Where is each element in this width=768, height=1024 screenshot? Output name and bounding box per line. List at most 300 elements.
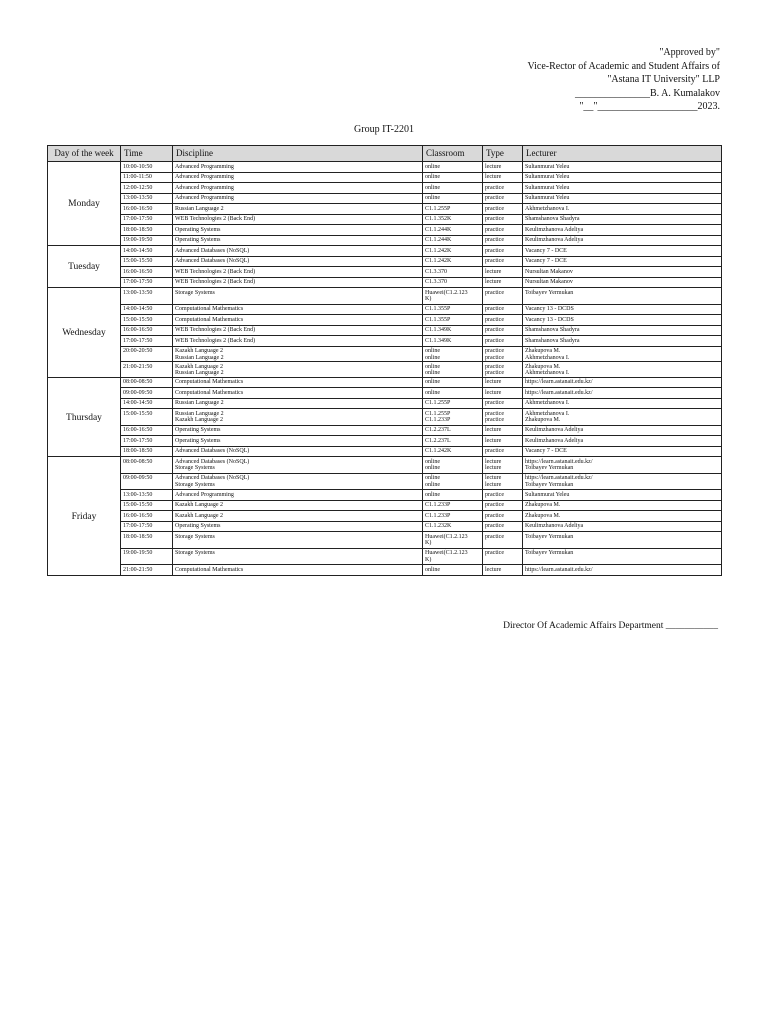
discipline-cell xyxy=(173,162,423,173)
discipline-text: WEB Technologies 2 (Back End) xyxy=(175,327,256,333)
lecturer-cell xyxy=(523,398,722,409)
table-row xyxy=(48,532,722,549)
table-row xyxy=(48,446,722,457)
time-cell: 15:00-15:50 xyxy=(121,315,173,326)
classroom-cell xyxy=(423,532,483,549)
classroom-cell xyxy=(423,500,483,511)
table-row xyxy=(48,346,722,362)
lecturer-text: Toibayev Yermukan xyxy=(525,533,574,540)
table-row xyxy=(48,548,722,565)
type-text: practice xyxy=(485,205,504,212)
type-cell xyxy=(483,204,523,215)
lecturer-text: Keulimzhanova Adeliya xyxy=(525,237,584,243)
lecturer-text: Shamshanova Shadyra xyxy=(525,327,580,333)
type-cell xyxy=(483,214,523,225)
table-row xyxy=(48,377,722,388)
classroom-cell xyxy=(423,204,483,215)
lecturer-text: Toibayev Yermukan xyxy=(525,550,574,557)
lecturer-cell xyxy=(523,362,722,378)
lecturer-text: Akhmetzhanova I. xyxy=(525,400,570,407)
classroom-cell xyxy=(423,388,483,399)
time-cell: 10:00-10:50 xyxy=(121,162,173,173)
time-cell: 09:00-09:50 xyxy=(121,388,173,399)
time-cell: 17:00-17:50 xyxy=(121,214,173,225)
lecturer-text: Shamshanova Shadyra xyxy=(525,216,580,222)
discipline-text: Operating Systems xyxy=(175,237,221,243)
table-row xyxy=(48,288,722,305)
lecturer-text: Vacancy 7 - DCE xyxy=(525,247,567,254)
discipline-cell xyxy=(173,225,423,236)
classroom-text: C1.1.255P xyxy=(425,205,451,212)
discipline-cell xyxy=(173,214,423,225)
lecturer-cell xyxy=(523,548,722,565)
discipline-cell xyxy=(173,362,423,378)
discipline-text: Kazakh Language 2 xyxy=(175,363,223,370)
type-text: practice xyxy=(485,316,504,323)
lecturer-text: Zhakupova M. xyxy=(525,417,561,424)
classroom-text: C1.1.349K xyxy=(425,337,452,344)
classroom-text: online xyxy=(425,348,440,354)
table-row xyxy=(48,398,722,409)
lecturer-cell xyxy=(523,193,722,204)
table-row xyxy=(48,436,722,447)
time-cell: 17:00-17:50 xyxy=(121,277,173,288)
discipline-text: Advanced Databases (NoSQL) xyxy=(175,258,250,264)
discipline-text: Storage Systems xyxy=(175,533,215,540)
lecturer-text: https://learn.astanait.edu.kz/ xyxy=(525,458,593,465)
discipline-cell xyxy=(173,336,423,347)
time-cell: 11:00-11:50 xyxy=(121,172,173,183)
table-row xyxy=(48,565,722,576)
type-cell xyxy=(483,193,523,204)
table-row xyxy=(48,304,722,315)
type-text: practice xyxy=(485,247,504,254)
discipline-cell xyxy=(173,548,423,565)
classroom-text: online xyxy=(425,458,440,465)
lecturer-text: Keulimzhanova Adeliya xyxy=(525,427,584,434)
classroom-cell xyxy=(423,446,483,457)
lecturer-text: Sultanmurat Yeleu xyxy=(525,195,570,201)
header-type: Type xyxy=(483,146,523,162)
group-title: Group IT-2201 xyxy=(354,124,414,135)
classroom-cell xyxy=(423,490,483,501)
lecturer-text: Nursultan Makanov xyxy=(525,279,573,285)
lecturer-cell xyxy=(523,473,722,490)
discipline-text: Russian Language 2 xyxy=(175,410,224,417)
type-text: practice xyxy=(485,237,504,243)
classroom-cell xyxy=(423,267,483,278)
time-cell: 13:00-13:50 xyxy=(121,193,173,204)
classroom-text: C1.2.237L xyxy=(425,427,451,434)
type-text: practice xyxy=(485,258,504,264)
time-cell: 08:00-08:50 xyxy=(121,457,173,474)
discipline-text: WEB Technologies 2 (Back End) xyxy=(175,337,256,344)
time-cell: 09:00-09:50 xyxy=(121,473,173,490)
discipline-text: Advanced Programming xyxy=(175,184,234,191)
type-text: practice xyxy=(485,550,504,557)
classroom-text: online xyxy=(425,465,440,472)
type-text: practice xyxy=(485,400,504,407)
classroom-text: Huawei(C1.2.123 xyxy=(425,550,468,557)
lecturer-cell xyxy=(523,277,722,288)
lecturer-text: Vacancy 13 - DCDS xyxy=(525,306,574,312)
lecturer-cell xyxy=(523,235,722,246)
type-cell xyxy=(483,532,523,549)
type-text: lecture xyxy=(485,389,502,396)
lecturer-text: Vacancy 13 - DCDS xyxy=(525,316,574,323)
lecturer-text: Akhmetzhanova I. xyxy=(525,354,570,361)
discipline-text: Advanced Programming xyxy=(175,163,234,170)
time-cell: 14:00-14:50 xyxy=(121,304,173,315)
type-cell xyxy=(483,473,523,490)
classroom-text: C1.1.233P xyxy=(425,512,451,519)
time-cell: 18:00-18:50 xyxy=(121,446,173,457)
lecturer-cell xyxy=(523,225,722,236)
classroom-text: online xyxy=(425,370,440,377)
discipline-text: Russian Language 2 xyxy=(175,354,224,361)
discipline-text: Advanced Programming xyxy=(175,491,234,498)
time-cell: 16:00-16:50 xyxy=(121,267,173,278)
discipline-text: Computational Mathematics xyxy=(175,566,244,573)
discipline-cell xyxy=(173,288,423,305)
type-text: lecture xyxy=(485,268,502,275)
discipline-cell xyxy=(173,398,423,409)
time-cell: 18:00-18:50 xyxy=(121,532,173,549)
classroom-text: online xyxy=(425,363,440,370)
discipline-text: WEB Technologies 2 (Back End) xyxy=(175,279,256,285)
classroom-cell xyxy=(423,277,483,288)
lecturer-text: https://learn.astanait.edu.kz/ xyxy=(525,475,593,482)
day-cell: Wednesday xyxy=(48,288,121,378)
type-text: practice xyxy=(485,491,504,498)
type-text: practice xyxy=(485,184,504,191)
classroom-text: Huawei(C1.2.123 xyxy=(425,289,468,296)
discipline-cell xyxy=(173,267,423,278)
classroom-text: C1.1.255P xyxy=(425,410,451,417)
discipline-text: WEB Technologies 2 (Back End) xyxy=(175,216,256,222)
discipline-cell xyxy=(173,256,423,267)
lecturer-text: Akhmetzhanova I. xyxy=(525,370,570,377)
classroom-cell xyxy=(423,246,483,257)
type-text: practice xyxy=(485,306,504,312)
table-row xyxy=(48,425,722,436)
lecturer-cell xyxy=(523,521,722,532)
time-cell: 12:00-12:50 xyxy=(121,183,173,194)
time-cell: 15:00-15:50 xyxy=(121,500,173,511)
time-cell: 16:00-16:50 xyxy=(121,325,173,336)
lecturer-text: Vacancy 7 - DCE xyxy=(525,258,567,264)
discipline-cell xyxy=(173,377,423,388)
classroom-text: online xyxy=(425,379,440,386)
classroom-text: C1.2.237L xyxy=(425,437,451,444)
lecturer-cell xyxy=(523,204,722,215)
discipline-cell xyxy=(173,446,423,457)
classroom-text: C1.1.349K xyxy=(425,327,452,333)
classroom-text: C1.1.255P xyxy=(425,400,451,407)
classroom-cell xyxy=(423,304,483,315)
lecturer-text: Toibayev Yermukan xyxy=(525,481,574,488)
discipline-cell xyxy=(173,511,423,522)
type-text: practice xyxy=(485,417,504,424)
discipline-cell xyxy=(173,193,423,204)
discipline-text: Russian Language 2 xyxy=(175,370,224,377)
type-text: practice xyxy=(485,533,504,540)
discipline-cell xyxy=(173,388,423,399)
lecturer-cell xyxy=(523,315,722,326)
table-row xyxy=(48,490,722,501)
type-cell xyxy=(483,388,523,399)
table-row xyxy=(48,362,722,378)
discipline-cell xyxy=(173,473,423,490)
header-lecturer: Lecturer xyxy=(523,146,722,162)
lecturer-cell xyxy=(523,304,722,315)
classroom-cell xyxy=(423,436,483,447)
discipline-text: Kazakh Language 2 xyxy=(175,348,223,354)
lecturer-cell xyxy=(523,457,722,474)
classroom-text: C1.3.370 xyxy=(425,279,448,285)
lecturer-cell xyxy=(523,183,722,194)
day-cell: Tuesday xyxy=(48,246,121,288)
type-cell xyxy=(483,425,523,436)
table-row xyxy=(48,388,722,399)
table-row xyxy=(48,500,722,511)
lecturer-text: Zhakupova M. xyxy=(525,363,561,370)
lecturer-text: Toibayev Yermukan xyxy=(525,289,574,296)
discipline-cell xyxy=(173,277,423,288)
classroom-text: Huawei(C1.2.123 xyxy=(425,533,468,540)
type-cell xyxy=(483,235,523,246)
table-row xyxy=(48,457,722,474)
approval-line: "Astana IT University" LLP xyxy=(607,74,720,86)
day-cell: Friday xyxy=(48,457,121,576)
approval-signature-line: _______________B. A. Kumalakov xyxy=(575,87,720,99)
table-row xyxy=(48,521,722,532)
classroom-cell xyxy=(423,457,483,474)
discipline-text: Storage Systems xyxy=(175,289,215,296)
discipline-cell xyxy=(173,425,423,436)
type-text: lecture xyxy=(485,458,502,465)
classroom-cell xyxy=(423,193,483,204)
discipline-text: Advanced Databases (NoSQL) xyxy=(175,458,250,465)
time-cell: 16:00-16:50 xyxy=(121,204,173,215)
discipline-text: Operating Systems xyxy=(175,523,221,530)
classroom-text: C1.1.233P xyxy=(425,502,451,509)
time-cell: 16:00-16:50 xyxy=(121,511,173,522)
classroom-cell xyxy=(423,336,483,347)
lecturer-cell xyxy=(523,336,722,347)
type-cell xyxy=(483,304,523,315)
lecturer-cell xyxy=(523,500,722,511)
type-text: practice xyxy=(485,512,504,519)
discipline-text: Storage Systems xyxy=(175,481,215,488)
time-cell: 14:00-14:50 xyxy=(121,246,173,257)
classroom-cell xyxy=(423,346,483,362)
lecturer-text: Sultanmurat Yeleu xyxy=(525,184,570,191)
classroom-cell xyxy=(423,315,483,326)
discipline-cell xyxy=(173,565,423,576)
type-cell xyxy=(483,398,523,409)
type-text: practice xyxy=(485,354,504,361)
table-row xyxy=(48,277,722,288)
lecturer-cell xyxy=(523,172,722,183)
classroom-text: C1.1.355P xyxy=(425,316,451,323)
table-row xyxy=(48,225,722,236)
type-cell xyxy=(483,346,523,362)
classroom-text: K) xyxy=(425,540,432,547)
classroom-text: C1.1.233P xyxy=(425,417,451,424)
time-cell: 19:00-19:50 xyxy=(121,548,173,565)
type-text: practice xyxy=(485,337,504,344)
discipline-text: Computational Mathematics xyxy=(175,316,244,323)
type-text: lecture xyxy=(485,475,502,482)
table-row xyxy=(48,473,722,490)
discipline-cell xyxy=(173,304,423,315)
lecturer-cell xyxy=(523,214,722,225)
lecturer-text: Sultanmurat Yeleu xyxy=(525,174,570,180)
type-cell xyxy=(483,436,523,447)
discipline-text: Storage Systems xyxy=(175,550,215,557)
type-text: practice xyxy=(485,523,504,530)
table-row xyxy=(48,336,722,347)
classroom-text: K) xyxy=(425,296,432,303)
type-text: lecture xyxy=(485,465,502,472)
classroom-text: online xyxy=(425,475,440,482)
classroom-text: C1.1.242K xyxy=(425,448,452,455)
time-cell: 15:00-15:50 xyxy=(121,409,173,426)
type-cell xyxy=(483,500,523,511)
discipline-text: Advanced Databases (NoSQL) xyxy=(175,475,250,482)
classroom-text: online xyxy=(425,163,440,170)
header-row xyxy=(48,146,722,162)
lecturer-cell xyxy=(523,346,722,362)
table-row xyxy=(48,183,722,194)
type-cell xyxy=(483,288,523,305)
lecturer-cell xyxy=(523,532,722,549)
lecturer-cell xyxy=(523,446,722,457)
lecturer-cell xyxy=(523,409,722,426)
lecturer-text: https://learn.astanait.edu.kz/ xyxy=(525,566,593,573)
lecturer-text: https://learn.astanait.edu.kz/ xyxy=(525,389,593,396)
type-text: lecture xyxy=(485,437,502,444)
discipline-text: Russian Language 2 xyxy=(175,205,224,212)
type-text: lecture xyxy=(485,481,502,488)
type-cell xyxy=(483,246,523,257)
type-cell xyxy=(483,377,523,388)
discipline-text: Operating Systems xyxy=(175,226,221,233)
time-cell: 16:00-16:50 xyxy=(121,425,173,436)
lecturer-cell xyxy=(523,246,722,257)
table-row xyxy=(48,172,722,183)
type-cell xyxy=(483,336,523,347)
lecturer-cell xyxy=(523,267,722,278)
day-cell: Thursday xyxy=(48,377,121,457)
approval-line: "Approved by" xyxy=(659,47,720,58)
discipline-cell xyxy=(173,172,423,183)
type-text: lecture xyxy=(485,427,502,434)
discipline-text: Operating Systems xyxy=(175,437,221,444)
classroom-cell xyxy=(423,256,483,267)
lecturer-cell xyxy=(523,256,722,267)
lecturer-text: Zhakupova M. xyxy=(525,502,561,509)
discipline-text: Russian Language 2 xyxy=(175,400,224,407)
type-text: lecture xyxy=(485,566,502,573)
lecturer-text: Zhakupova M. xyxy=(525,512,561,519)
discipline-cell xyxy=(173,490,423,501)
approval-date-line: "__"____________________2023. xyxy=(579,101,720,113)
time-cell: 17:00-17:50 xyxy=(121,521,173,532)
lecturer-cell xyxy=(523,162,722,173)
lecturer-cell xyxy=(523,377,722,388)
type-cell xyxy=(483,565,523,576)
classroom-text: online xyxy=(425,354,440,361)
lecturer-text: Toibayev Yermukan xyxy=(525,465,574,472)
classroom-cell xyxy=(423,425,483,436)
discipline-cell xyxy=(173,183,423,194)
type-text: practice xyxy=(485,370,504,377)
lecturer-text: Keulimzhanova Adeliya xyxy=(525,226,584,233)
time-cell: 17:00-17:50 xyxy=(121,336,173,347)
type-text: practice xyxy=(485,216,504,222)
lecturer-text: Keulimzhanova Adeliya xyxy=(525,523,584,530)
discipline-cell xyxy=(173,246,423,257)
table-row xyxy=(48,214,722,225)
classroom-text: C1.1.244K xyxy=(425,237,452,243)
type-cell xyxy=(483,162,523,173)
type-cell xyxy=(483,511,523,522)
discipline-text: WEB Technologies 2 (Back End) xyxy=(175,268,256,275)
type-cell xyxy=(483,183,523,194)
discipline-text: Computational Mathematics xyxy=(175,379,244,386)
schedule-body xyxy=(48,162,722,576)
classroom-cell xyxy=(423,398,483,409)
time-cell: 17:00-17:50 xyxy=(121,436,173,447)
discipline-text: Advanced Programming xyxy=(175,174,234,180)
time-cell: 15:00-15:50 xyxy=(121,256,173,267)
lecturer-cell xyxy=(523,388,722,399)
lecturer-text: Sultanmurat Yeleu xyxy=(525,163,570,170)
schedule-table xyxy=(47,145,722,576)
classroom-text: online xyxy=(425,481,440,488)
table-row xyxy=(48,511,722,522)
type-text: practice xyxy=(485,363,504,370)
lecturer-cell xyxy=(523,565,722,576)
type-cell xyxy=(483,446,523,457)
discipline-cell xyxy=(173,346,423,362)
lecturer-cell xyxy=(523,325,722,336)
lecturer-cell xyxy=(523,288,722,305)
classroom-cell xyxy=(423,377,483,388)
time-cell: 18:00-18:50 xyxy=(121,225,173,236)
discipline-text: Advanced Databases (NoSQL) xyxy=(175,448,250,455)
classroom-cell xyxy=(423,362,483,378)
header-time: Time xyxy=(121,146,173,162)
classroom-text: C1.1.232K xyxy=(425,523,452,530)
type-text: lecture xyxy=(485,174,502,180)
table-row xyxy=(48,315,722,326)
type-cell xyxy=(483,548,523,565)
lecturer-text: https://learn.astanait.edu.kz/ xyxy=(525,379,593,386)
type-cell xyxy=(483,362,523,378)
lecturer-text: Vacancy 7 - DCE xyxy=(525,448,567,455)
type-cell xyxy=(483,267,523,278)
discipline-text: Kazakh Language 2 xyxy=(175,512,223,519)
classroom-text: K) xyxy=(425,556,432,563)
classroom-text: C1.1.242K xyxy=(425,258,452,264)
time-cell: 21:00-21:50 xyxy=(121,362,173,378)
classroom-cell xyxy=(423,214,483,225)
discipline-text: Kazakh Language 2 xyxy=(175,417,223,424)
classroom-cell xyxy=(423,162,483,173)
